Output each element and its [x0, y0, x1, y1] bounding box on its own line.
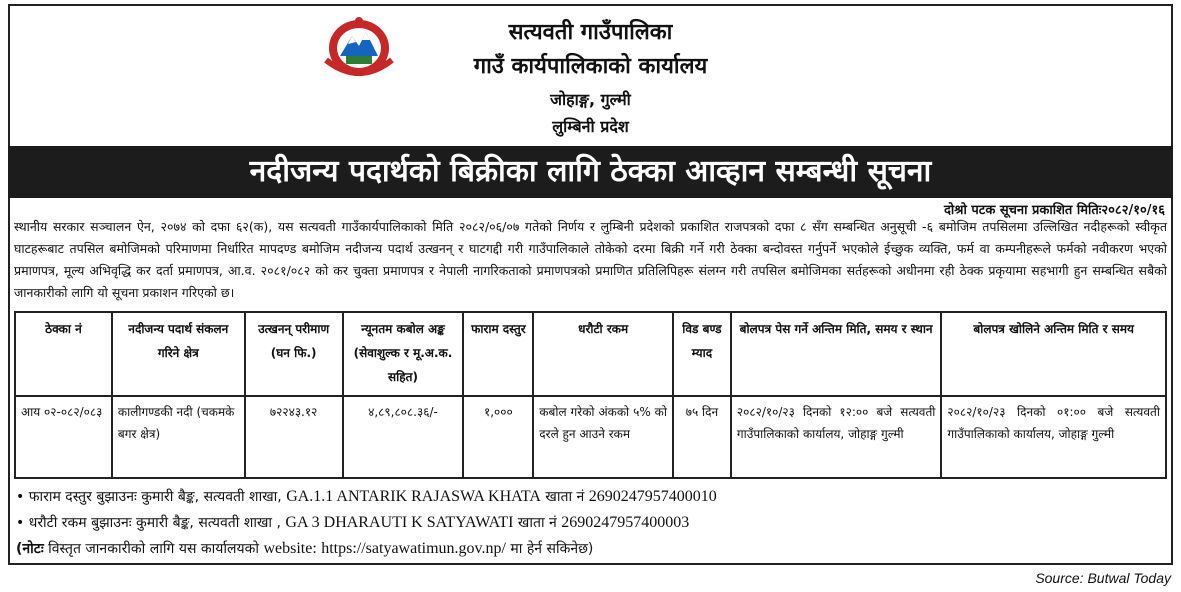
website-link[interactable]: https://satyawatimun.gov.np/	[321, 540, 506, 557]
deposit-khata-label: खाता नं	[517, 515, 557, 531]
tender-table	[14, 311, 1167, 479]
note-line	[16, 539, 593, 558]
note-text: विस्तृत जानकारीको लागि यस कार्यालयको	[48, 541, 259, 557]
province-name: लुम्बिनी प्रदेश	[552, 117, 629, 136]
table-cell: ४,८९,८०८.३६/-	[343, 396, 464, 478]
website-label: website:	[263, 540, 317, 557]
table-cell: १,०००	[463, 396, 533, 478]
column-header: न्यूनतम कबोल अङ्क (सेवाशुल्क र मू.अ.क. सहित)	[343, 312, 464, 396]
column-header: बोलपत्र पेस गर्ने अन्तिम मिति, समय र स्थान	[731, 312, 942, 396]
form-fee-payment-line	[16, 487, 717, 506]
deposit-account-name: GA 3 DHARAUTI K SATYAWATI	[285, 514, 514, 531]
table-cell: कबोल गरेको अंकको ५% को दरले हुन आउने रकम	[533, 396, 673, 478]
form-fee-bank-text: • फाराम दस्तुर बुझाउनः कुमारी बैङ्क, सत्यवती शाखा,	[16, 489, 282, 505]
office-address: जोहाङ्ग, गुल्मी	[550, 90, 631, 109]
deposit-account-number: 2690247957400003	[561, 514, 690, 531]
column-header: फाराम दस्तुर	[463, 312, 533, 396]
republish-date: दोश्रो पटक सूचना प्रकाशित मितिः२०८२/१०/१६	[944, 203, 1165, 218]
table-cell: आय ०२-०८२/०८३	[15, 396, 112, 478]
notice-title-banner: नदीजन्य पदार्थको बिक्रीका लागि ठेक्का आव्हान सम्बन्धी सूचना	[8, 146, 1173, 198]
table-cell: कालीगण्डकी नदी (चकमके बगर क्षेत्र)	[112, 396, 245, 478]
column-header: धरौटी रकम	[533, 312, 673, 396]
municipality-name: सत्यवती गाउँपालिका	[508, 20, 673, 45]
column-header: उत्खनन् परीमाण (घन फि.)	[245, 312, 343, 396]
note-label: (नोटः	[16, 541, 44, 557]
table-header-row	[15, 312, 1166, 396]
deposit-bank-text: • धरौटी रकम बुझाउनः कुमारी बैङ्क, सत्यवती शाखा ,	[16, 515, 281, 531]
table-cell: ७२२४३.१२	[245, 396, 343, 478]
table-row	[15, 396, 1166, 478]
note-suffix: मा हेर्न सकिनेछ)	[510, 541, 594, 557]
table-cell: २०८२/१०/२३ दिनको १२:०० बजे सत्यवती गाउँपालिकाको कार्यालय, जोहाङ्ग गुल्मी	[731, 396, 942, 478]
form-fee-account-name: GA.1.1 ANTARIK RAJASWA KHATA	[286, 488, 541, 505]
source-credit: Source: Butwal Today	[1035, 570, 1171, 586]
column-header: विड बण्ड म्याद	[673, 312, 731, 396]
notice-intro-paragraph: स्थानीय सरकार सञ्चालन ऐन, २०७४ को दफा ६२(क), यस सत्यवती गाउँकार्यपालिकाको मिति २०८२/०६/०७ गतेको निर्णय र लुम्बिनी प्रदेशको प्रकाशित राजपत्रको दफा ८ सँग सम्बन्धित अनुसूची -६ बमोजिम तपसिलमा उल्लिखित नदीहरूको स्वीकृत घाटहरूबाट तपसिल बमोजिमको परिमाणमा निर्धारित मापदण्ड बमोजिम नदीजन्य पदार्थ उत्खनन् र घाटगद्दी गरी गाउँपालिकाले तोकेको दरमा बिक्री गर्ने गरी ठेक्का बन्दोवस्त गर्नुपर्ने भएकोले ईच्छुक व्यक्ति, फर्म वा कम्पनीहरूले फर्मको नवीकरण भएको प्रमाणपत्र, मूल्य अभिवृद्धि कर दर्ता प्रमाणपत्र, आ.व. २०८१/०८२ को कर चुक्ता प्रमाणपत्र र नेपाली नागरिकताको प्रमाणपत्रको प्रमाणित प्रतिलिपिहरू संलग्न गरी तपसिल बमोजिमका सर्तहरूको अधीनमा रही ठेक्क प्रकृयामा सहभागी हुन सम्बन्धित सबैको जानकारीको लागि यो सूचना प्रकाशन गरिएको छ।	[14, 219, 1167, 300]
deposit-payment-line	[16, 513, 689, 532]
office-name: गाउँ कार्यपालिकाको कार्यालय	[473, 54, 708, 79]
column-header: नदीजन्य पदार्थ संकलन गरिने क्षेत्र	[112, 312, 245, 396]
form-fee-account-number: 2690247957400010	[588, 488, 717, 505]
table-cell: २०८२/१०/२३ दिनको ०१:०० बजे सत्यवती गाउँपालिकाको कार्यालय, जोहाङ्ग गुल्मी	[941, 396, 1166, 478]
column-header: बोलपत्र खोलिने अन्तिम मिति र समय	[941, 312, 1166, 396]
column-header: ठेक्का नं	[15, 312, 112, 396]
form-fee-khata-label: खाता नं	[545, 489, 585, 505]
table-cell: ७५ दिन	[673, 396, 731, 478]
